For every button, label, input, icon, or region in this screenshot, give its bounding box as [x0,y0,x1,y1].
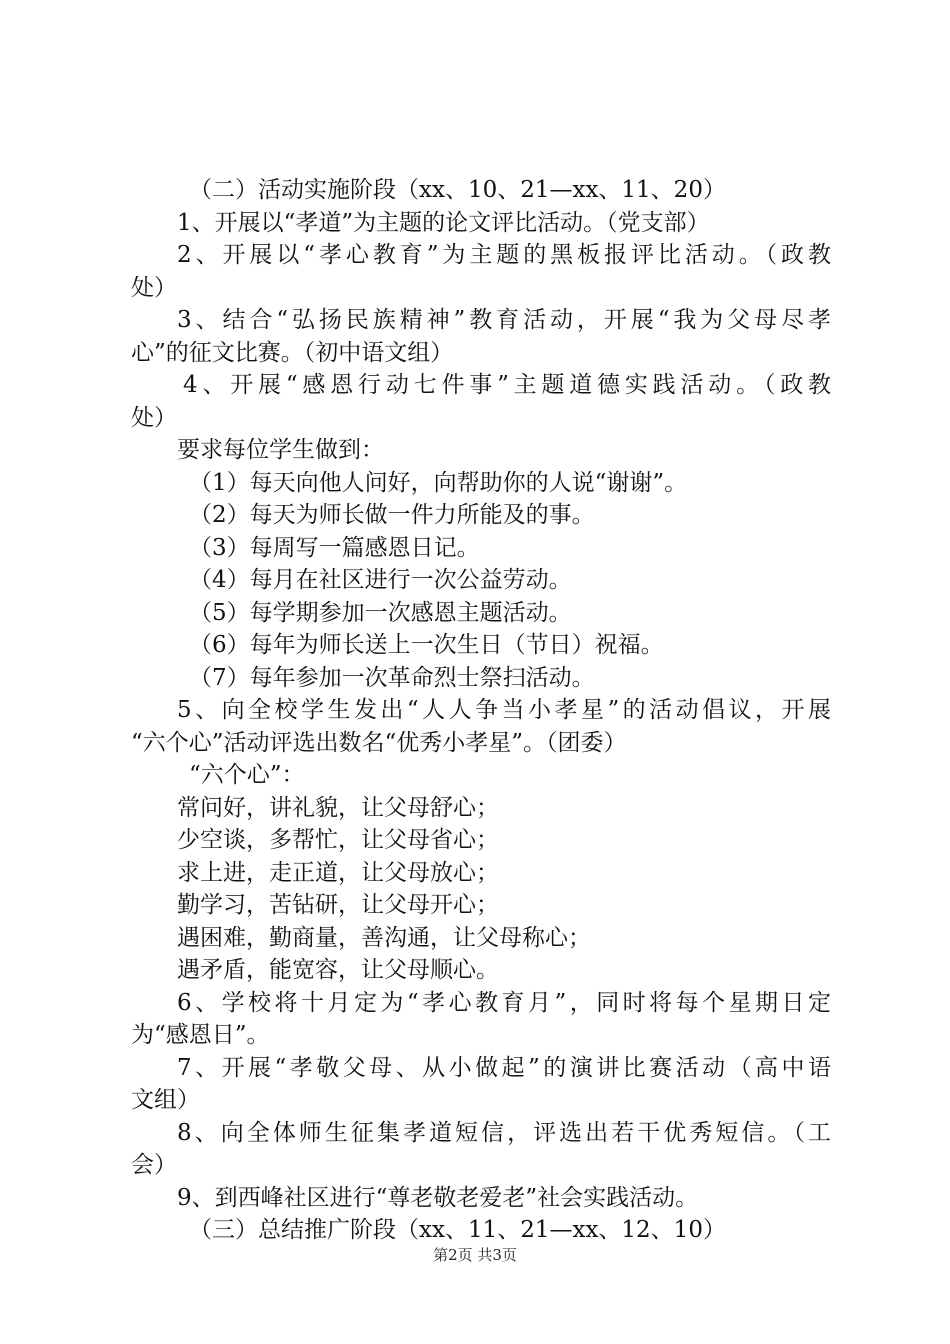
paragraph-line: 2、开展以“孝心教育”为主题的黑板报评比活动。（政教 [177,242,831,268]
list-item: （5）每学期参加一次感恩主题活动。 [189,599,572,626]
document-body [131,174,831,1247]
paragraph-line: 5、向全校学生发出“人人争当小孝星”的活动倡议，开展 [177,697,831,723]
paragraph-line: 7、开展“孝敬父母、从小做起”的演讲比赛活动（高中语 [177,1054,831,1081]
list-item: （1）每天向他人问好，向帮助你的人说“谢谢”。 [189,469,688,496]
paragraph-line: 4、开展“感恩行动七件事”主题道德实践活动。（政教 [183,372,831,398]
list-item: 遇矛盾，能宽容，让父母顺心。 [177,957,499,983]
list-item: （3）每周写一篇感恩日记。 [189,534,480,561]
paragraph-line: 处） [131,404,177,431]
paragraph-line: 8、向全体师生征集孝道短信，评选出若干优秀短信。（工 [177,1119,831,1146]
section-heading-implementation: （二）活动实施阶段（xx、10、21—xx、11、20） [189,177,726,203]
list-item: （6）每年为师长送上一次生日（节日）祝福。 [189,632,664,658]
list-item: 少空谈，多帮忙，让父母省心； [177,827,499,853]
paragraph-line: 6、学校将十月定为“孝心教育月”，同时将每个星期日定 [177,989,831,1016]
paragraph-line: 文组） [131,1087,200,1113]
list-item: （7）每年参加一次革命烈士祭扫活动。 [189,664,595,691]
paragraph-line: 处） [131,274,177,301]
paragraph-line: 会） [131,1152,177,1178]
list-item: （4）每月在社区进行一次公益劳动。 [189,567,572,593]
list-item: （2）每天为师长做一件力所能及的事。 [189,502,595,528]
paragraph-line: 要求每位学生做到： [177,437,384,463]
list-item: 求上进，走正道，让父母放心； [177,859,499,886]
section-heading-summary: （三）总结推广阶段（xx、11、21—xx、12、10） [189,1217,726,1243]
paragraph-line: “六个心”活动评选出数名“优秀小孝星”。（团委） [131,729,627,756]
list-item: 常问好，讲礼貌，让父母舒心； [177,794,499,821]
paragraph-line: 为“感恩日”。 [131,1022,270,1048]
paragraph-line: 9、到西峰社区进行“尊老敬老爱老”社会实践活动。 [177,1184,699,1211]
page-number-footer: 第2页 共3页 [433,1246,517,1264]
paragraph-line: 1、开展以“孝道”为主题的论文评比活动。（党支部） [177,209,710,236]
list-item: 勤学习，苦钻研，让父母开心； [177,892,499,918]
paragraph-line: 3、结合“弘扬民族精神”教育活动，开展“我为父母尽孝 [177,307,831,333]
list-item: 遇困难，勤商量，善沟通，让父母称心； [177,924,591,951]
paragraph-line: 心”的征文比赛。（初中语文组） [131,339,454,366]
paragraph-line: “六个心”： [189,762,305,788]
